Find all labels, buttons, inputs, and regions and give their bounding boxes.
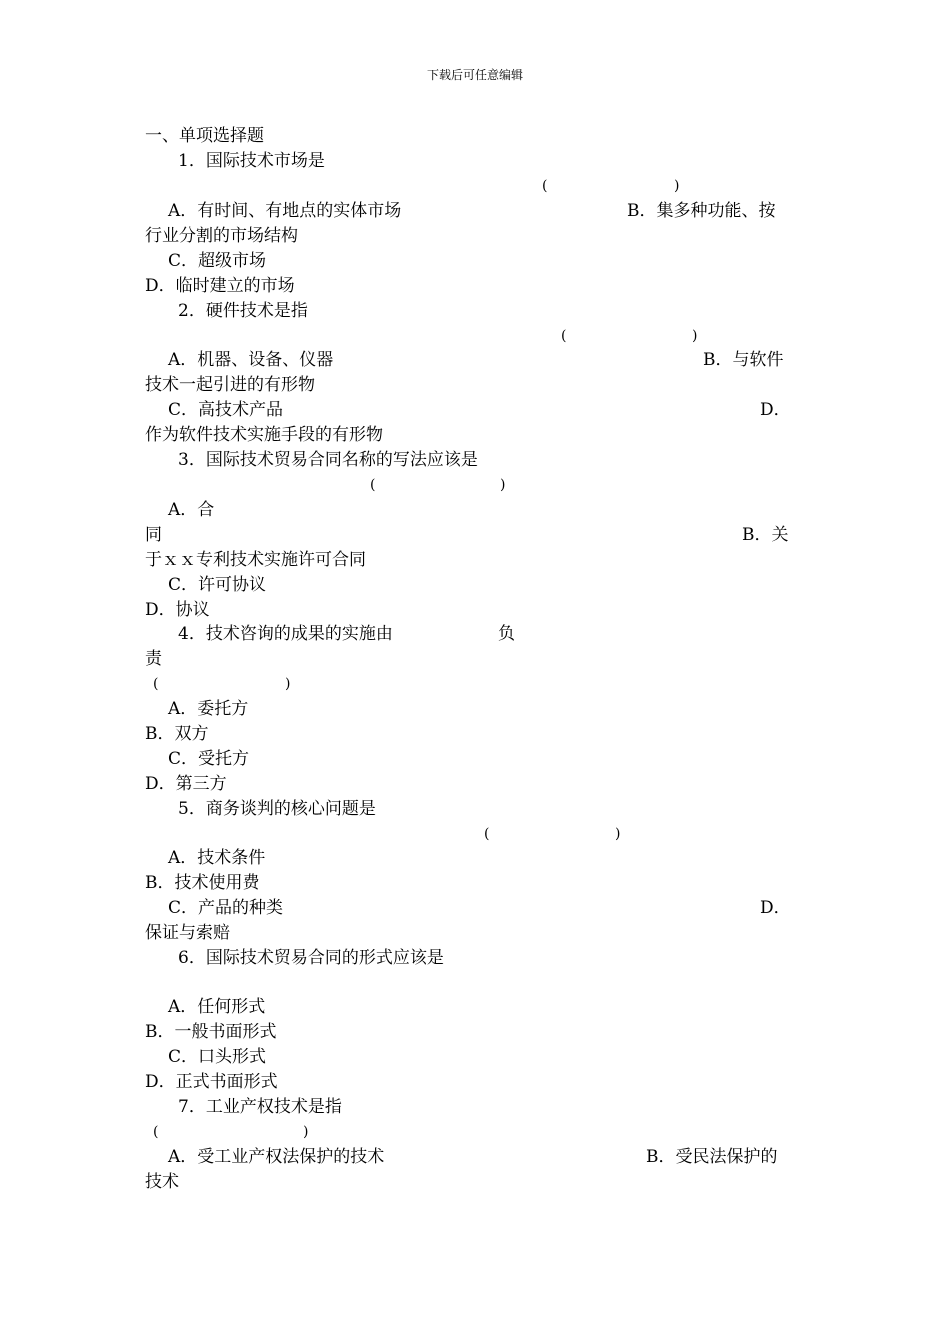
q6-option-c: C．口头形式 (168, 1047, 267, 1067)
q3-option-c: C．许可协议 (168, 575, 267, 595)
q5-paren-open: ( (484, 826, 490, 842)
q1-option-a: A．有时间、有地点的实体市场 (168, 201, 402, 221)
q4-stem-cont: 责 (145, 649, 162, 669)
q2-option-d: D． (760, 400, 791, 420)
q2-option-c: C．高技术产品 (168, 400, 284, 420)
q6-option-b: B．一般书面形式 (145, 1022, 277, 1042)
q1-option-d: D．临时建立的市场 (145, 276, 295, 296)
q3-option-a: A．合 (168, 500, 215, 520)
q1-paren-open: ( (542, 178, 548, 194)
q3-option-b: B．关 (742, 525, 789, 545)
q4-option-c: C．受托方 (168, 749, 250, 769)
q3-paren-open: ( (370, 477, 376, 493)
q1-stem: 1．国际技术市场是 (178, 151, 325, 171)
q3-option-d: D．协议 (145, 600, 210, 620)
q3-stem: 3．国际技术贸易合同名称的写法应该是 (178, 450, 478, 470)
q2-stem: 2．硬件技术是指 (178, 301, 308, 321)
q7-paren-open: ( (153, 1124, 159, 1140)
q5-option-c: C．产品的种类 (168, 898, 284, 918)
q4-paren-open: ( (153, 676, 159, 692)
q6-option-a: A．任何形式 (168, 997, 266, 1017)
q2-option-a: A．机器、设备、仪器 (168, 350, 334, 370)
q2-option-b-cont: 技术一起引进的有形物 (145, 375, 315, 395)
q1-option-c: C．超级市场 (168, 251, 267, 271)
q4-option-a: A．委托方 (168, 699, 249, 719)
q3-option-b-cont: 于ｘｘ专利技术实施许可合同 (145, 550, 366, 570)
q5-option-d: D． (760, 898, 791, 918)
q7-option-a: A．受工业产权法保护的技术 (168, 1147, 385, 1167)
q2-paren-open: ( (561, 328, 567, 344)
q6-option-d: D．正式书面形式 (145, 1072, 278, 1092)
section-title: 一、单项选择题 (145, 126, 264, 146)
q2-option-d-cont: 作为软件技术实施手段的有形物 (145, 425, 383, 445)
q5-option-a: A．技术条件 (168, 848, 266, 868)
q4-paren-close: ) (285, 676, 291, 692)
q5-option-b: B．技术使用费 (145, 873, 260, 893)
q3-option-a-cont: 同 (145, 525, 162, 545)
q2-paren-close: ) (692, 328, 698, 344)
q5-paren-close: ) (615, 826, 621, 842)
q7-stem: 7．工业产权技术是指 (178, 1097, 342, 1117)
q1-option-b: B．集多种功能、按 (627, 201, 776, 221)
q5-stem: 5．商务谈判的核心问题是 (178, 799, 376, 819)
page-header: 下载后可任意编辑 (426, 68, 523, 82)
q1-paren-close: ) (674, 178, 680, 194)
q4-stem-tail: 负 (498, 624, 515, 644)
q4-option-d: D．第三方 (145, 774, 227, 794)
q7-option-b-cont: 技术 (145, 1172, 179, 1192)
q5-option-d-cont: 保证与索赔 (145, 923, 230, 943)
q3-paren-close: ) (500, 477, 506, 493)
q4-option-b: B．双方 (145, 724, 209, 744)
q4-stem: 4．技术咨询的成果的实施由 (178, 624, 393, 644)
q1-option-b-cont: 行业分割的市场结构 (145, 226, 298, 246)
q7-paren-close: ) (303, 1124, 309, 1140)
q7-option-b: B．受民法保护的 (646, 1147, 778, 1167)
q6-stem: 6．国际技术贸易合同的形式应该是 (178, 948, 444, 968)
q2-option-b: B．与软件 (703, 350, 784, 370)
